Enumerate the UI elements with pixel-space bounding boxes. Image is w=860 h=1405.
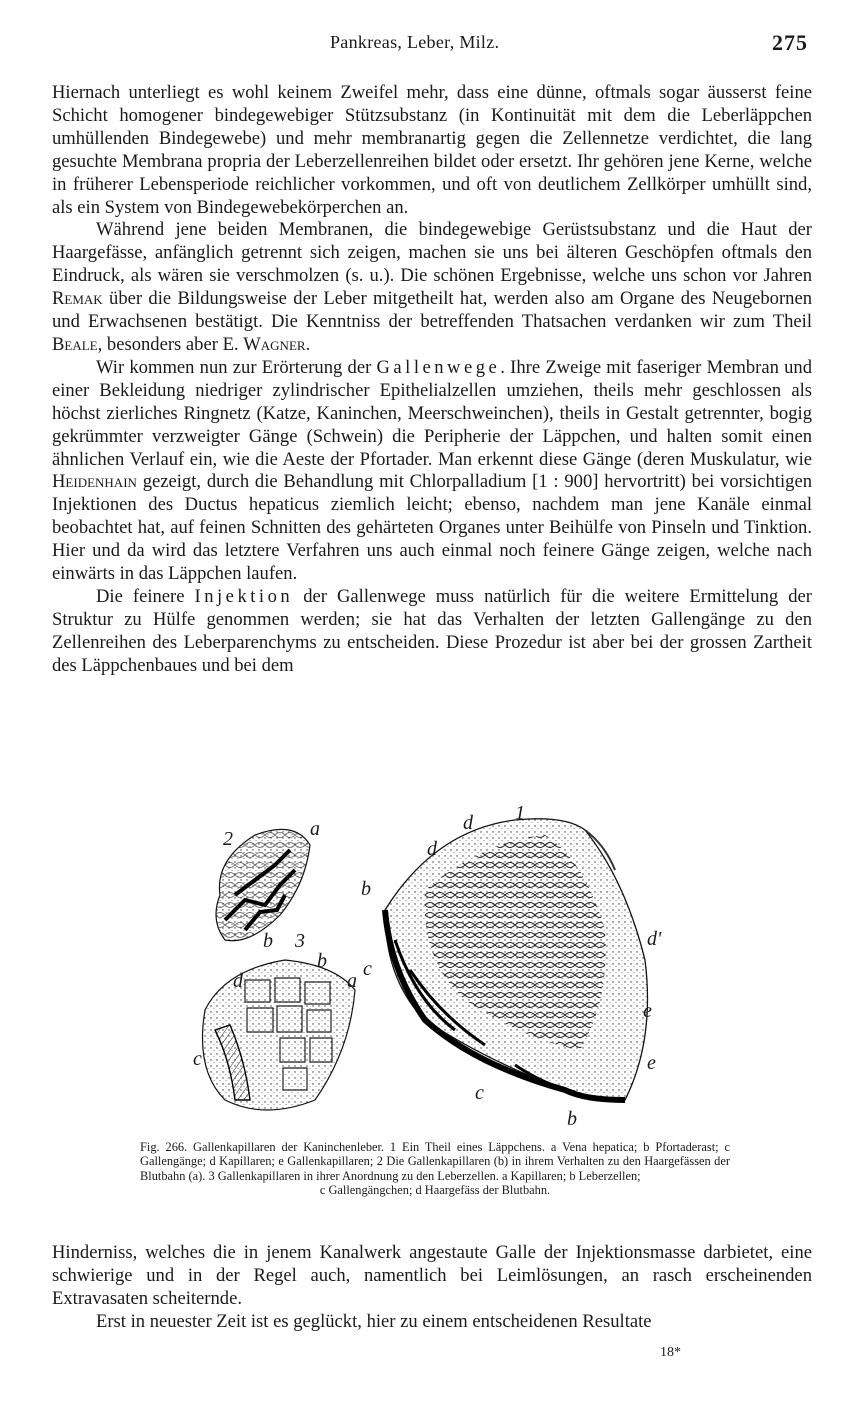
panel-1-drawing bbox=[385, 819, 648, 1100]
figure-label: b bbox=[317, 950, 327, 972]
text-run: Wir kommen nun zur Erörterung der bbox=[96, 356, 377, 378]
signature-mark: 18* bbox=[660, 1345, 681, 1360]
text-run: über die Bildungsweise der Leber mitgetheilt hat, werden also am Organe des Neugebornen und Erwachsenen bestätigt. Die Kenntniss der betreffenden Thatsachen verdanken wir zum Theil bbox=[52, 288, 812, 333]
paragraph-6 bbox=[52, 1311, 812, 1334]
text-run: der Gallenwege muss natürlich für die weitere Ermittelung der Struktur zu Hülfe genommen werden; sie hat das Verhalten der letzten Gallengänge zu den Zellenreihen des Leberparenchyms zu entscheiden. Diese Prozedur ist aber bei der grossen Zartheit des Läppchenbaues und bei dem bbox=[52, 585, 813, 676]
panel-3-drawing bbox=[203, 960, 356, 1110]
paragraph-1 bbox=[52, 82, 812, 219]
figure-caption bbox=[140, 1140, 730, 1198]
figure-label: c bbox=[475, 1082, 484, 1104]
figure-label: 3 bbox=[295, 930, 305, 952]
caption-line: c Gallengängchen; d Haargefäss der Blutbahn. bbox=[319, 1183, 551, 1198]
text-run: Injektion bbox=[194, 585, 294, 607]
figure-label: a bbox=[310, 818, 320, 840]
paragraph-2 bbox=[52, 219, 812, 356]
figure-label: b bbox=[263, 930, 273, 952]
figure-label: d bbox=[427, 838, 437, 860]
text-run: Heidenhain bbox=[52, 471, 137, 493]
figure-label: c bbox=[193, 1048, 202, 1070]
paragraph-4 bbox=[52, 586, 812, 678]
running-title: Pankreas, Leber, Milz. bbox=[330, 32, 500, 52]
text-run: Hinderniss, welches die in jenem Kanalwerk angestaute Galle der Injektionsmasse darbietet, eine schwierige und in der Regel auch, namentlich bei Leimlösungen, an rasch erscheinenden Extravasaten scheiternde. bbox=[52, 1242, 812, 1309]
text-run: Gallenwege bbox=[376, 356, 501, 378]
figure-label: 1 bbox=[515, 802, 525, 824]
figure-label: e bbox=[647, 1052, 656, 1074]
text-run: Remak bbox=[52, 288, 103, 310]
text-run: Während jene beiden Membranen, die bindegewebige Gerüstsubstanz und die Haut der Haargefässe, anfänglich getrennt sich zeigen, machen sie uns bei älteren Geschöpfen oftmals den Eindruck, als wären sie verschmolzen (s. u.). Die schönen Ergebnisse, welche uns schon vor Jahren bbox=[52, 219, 812, 287]
figure-label: b bbox=[361, 878, 371, 900]
page-number: 275 bbox=[772, 30, 808, 55]
figure-label: a bbox=[347, 970, 357, 992]
body-text-upper bbox=[52, 82, 812, 678]
figure-266 bbox=[185, 800, 745, 1140]
text-run: Erst in neuester Zeit ist es geglückt, hier zu einem entscheidenen Resultate bbox=[96, 1310, 652, 1332]
figure-label: d bbox=[233, 970, 243, 992]
body-text-lower bbox=[52, 1242, 812, 1334]
figure-label: c bbox=[363, 958, 372, 980]
figure-label: 2 bbox=[223, 828, 233, 850]
paragraph-5 bbox=[52, 1242, 812, 1311]
figure-label: d' bbox=[647, 928, 662, 950]
text-run: Die feinere bbox=[96, 585, 195, 607]
figure-label: e bbox=[643, 1000, 652, 1022]
figure-illustration bbox=[185, 800, 745, 1140]
figure-label: d bbox=[463, 812, 473, 834]
caption-line: Fig. 266. Gallenkapillaren der Kaninchenleber. 1 Ein Theil eines Läppchens. a Vena hepatica; b Pfortaderast; c Gallengänge; d Kapillaren; e Gallenkapillaren; 2 Die Gallenkapillaren (b) in ihrem Verhalten zu den Haargefässen der Blutbahn (a). 3 Gallenkapillaren in ihrer Anordnung zu den Leberzellen. a Kapillaren; b Leberzellen; bbox=[140, 1140, 730, 1183]
text-run: . Ihre Zweige mit faseriger Membran und einer Bekleidung niedriger zylindrischer Epithelialzellen umziehen, theils mehr geschlossen als höchst zierliches Ringnetz (Katze, Kaninchen, Meerschweinchen), theils in Gestalt getrennter, bogig gekrümmter verzweigter Gänge (Schwein) die Peripherie der Läppchen, und halten somit einen ähnlichen Verlauf ein, wie die Aeste der Pfortader. Man erkennt diese Gänge (deren Muskulatur, wie bbox=[52, 356, 812, 470]
figure-label: b bbox=[567, 1108, 577, 1130]
text-run: , besonders aber E. bbox=[97, 333, 244, 355]
paragraph-3 bbox=[52, 357, 812, 586]
text-run: Hiernach unterliegt es wohl keinem Zweifel mehr, dass eine dünne, oftmals sogar äusserst feine Schicht homogener bindegewebiger Stützsubstanz (in Kontinuität mit dem die Leberläppchen umhüllenden Bindegewebe) und mehr membranartig gegen die Zellennetze verdichtet, die lang gesuchte Membrana propria der Leberzellenreihen bildet oder ersetzt. Ihr gehören jene Kerne, welche in früherer Lebensperiode reichlicher vorkommen, und oft von deutlichem Zellkörper umhüllt sind, als ein System von Bindegewebekörperchen an. bbox=[52, 82, 812, 218]
text-run: Wagner bbox=[243, 333, 306, 355]
text-run: gezeigt, durch die Behandlung mit Chlorpalladium [1 : 900] hervortritt) bei vorsichtigen Injektionen des Ductus hepaticus ziemlich leicht; ebenso, nachdem man jene Kanäle einmal beobachtet hat, auf feinen Schnitten des gehärteten Organes unter Beihülfe von Pinseln und Tinktion. Hier und da wird das letztere Verfahren uns auch einmal noch feinere Gänge zeigen, welche nach einwärts in das Läppchen laufen. bbox=[52, 471, 812, 585]
text-run: Beale bbox=[52, 333, 98, 355]
text-run: . bbox=[305, 333, 311, 355]
